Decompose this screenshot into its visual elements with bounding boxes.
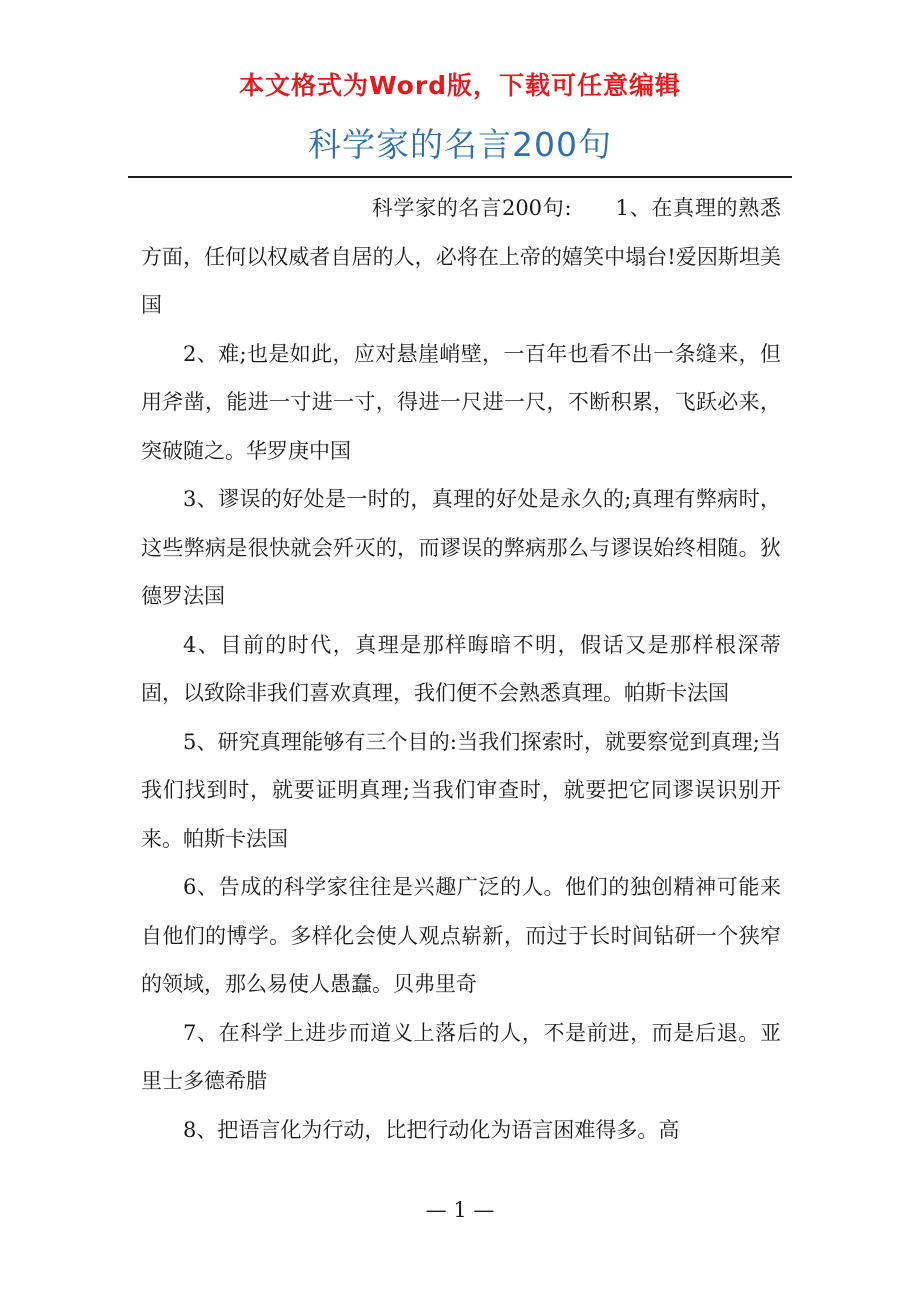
title-divider <box>128 176 792 178</box>
paragraph-2: 2、难;也是如此，应对悬崖峭壁，一百年也看不出一条缝来，但用斧凿，能进一寸进一寸，得进一尺进一尺，不断积累，飞跃必来，突破随之。华罗庚中国 <box>141 341 781 463</box>
page-number: — 1 — <box>425 1198 495 1222</box>
format-banner: 本文格式为Word版，下载可任意编辑 <box>238 71 682 100</box>
document-title: 科学家的名言200句 <box>308 125 612 164</box>
paragraph-8: 8、把语言化为行动，比把行动化为语言困难得多。高 <box>183 1117 680 1142</box>
document-body <box>141 184 781 1154</box>
paragraph-1 <box>141 184 781 330</box>
paragraph-3: 3、谬误的好处是一时的，真理的好处是永久的;真理有弊病时，这些弊病是很快就会歼灭的，而谬误的弊病那么与谬误始终相随。狄德罗法国 <box>141 487 781 608</box>
paragraph-5: 5、研究真理能够有三个目的:当我们探索时，就要察觉到真理;当我们找到时，就要证明真理;当我们审查时，就要把它同谬误识别开来。帕斯卡法国 <box>141 729 781 851</box>
paragraph-6: 6、告成的科学家往往是兴趣广泛的人。他们的独创精神可能来自他们的博学。多样化会使人观点崭新，而过于长时间钻研一个狭窄的领域，那么易使人愚蠢。贝弗里奇 <box>141 875 781 996</box>
intro-text: 科学家的名言200句: <box>371 196 572 220</box>
paragraph-4: 4、目前的时代，真理是那样晦暗不明，假话又是那样根深蒂固，以致除非我们喜欢真理，我们便不会熟悉真理。帕斯卡法国 <box>141 632 781 705</box>
paragraph-7: 7、在科学上进步而道义上落后的人，不是前进，而是后退。亚里士多德希腊 <box>141 1020 781 1093</box>
paragraph-text: 1、在真理的熟悉方面，任何以权威者自居的人，必将在上帝的嬉笑中塌台!爱因斯坦美国 <box>141 196 781 317</box>
